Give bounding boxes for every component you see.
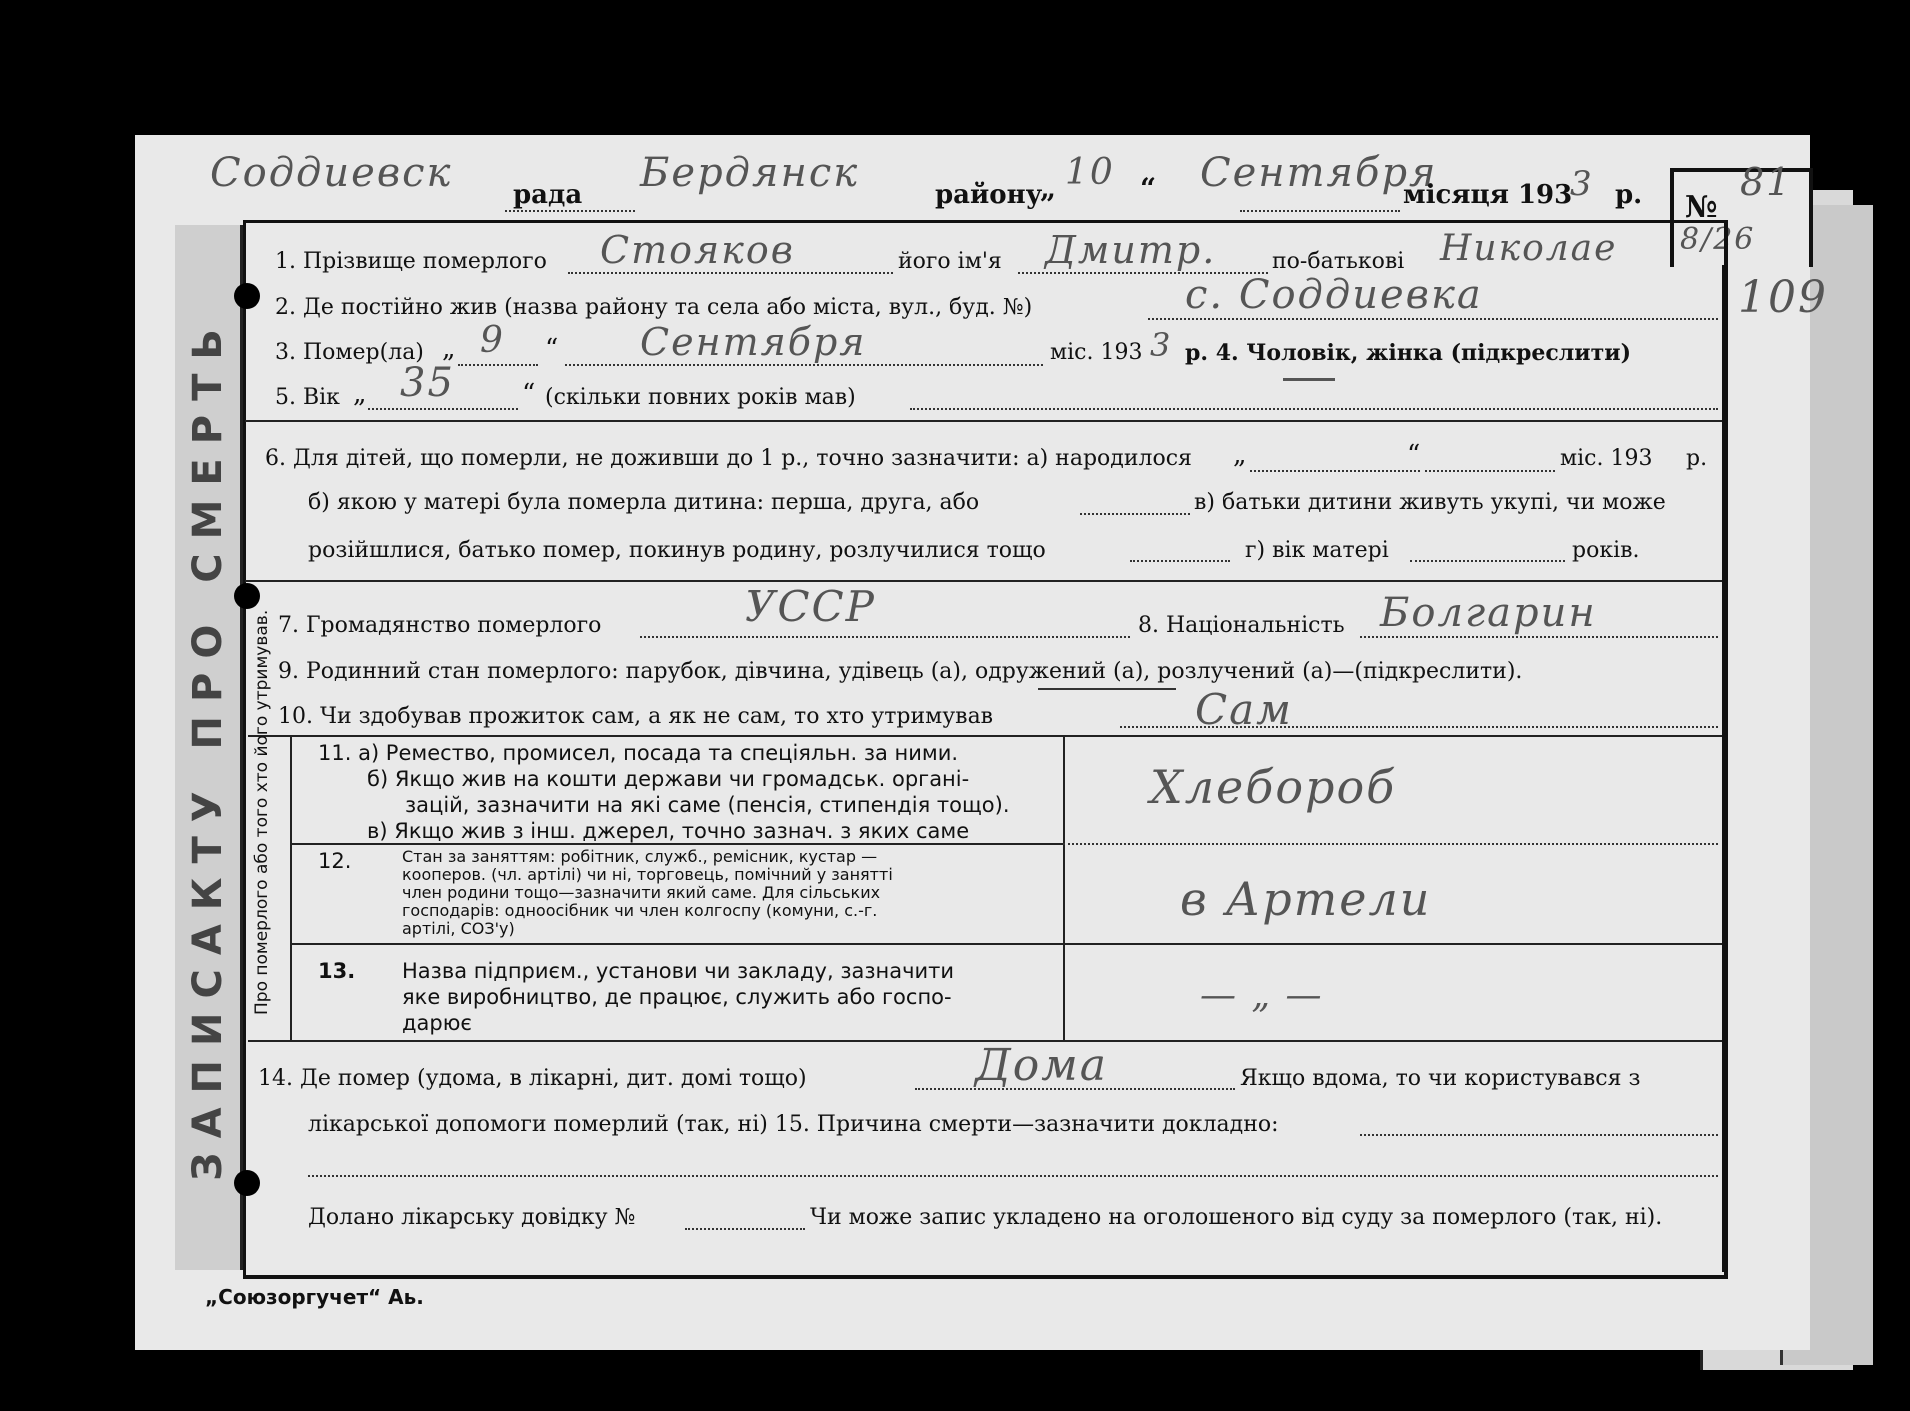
side-banner-text: ЗАПИСАКТУ ПРО СМЕРТЬ xyxy=(184,314,231,1181)
f6-line2a: б) якою у матері була померла дитина: перша, друга, або xyxy=(308,490,980,515)
right-divider xyxy=(1722,265,1726,1272)
f8-line xyxy=(1360,636,1718,638)
f15-label: лікарської допомоги померлий (так, ні) 15. Причина смерти—зазначити докладно: xyxy=(308,1112,1279,1137)
divider-3 xyxy=(248,735,1722,737)
f6-line3a: розійшлися, батько помер, покинув родину, розлучилися тощо xyxy=(308,538,1046,563)
f5-tail-line xyxy=(910,408,1718,410)
f11-a: 11. а) Ремество, промисел, посада та спеціяльн. за ними. xyxy=(318,741,959,765)
f6-month-line xyxy=(1425,470,1555,472)
f2-line xyxy=(1148,318,1718,320)
f3-year-digit: 3 xyxy=(1150,326,1173,364)
f12-l5: артілі, СОЗ'у) xyxy=(402,919,515,938)
f1-patronymic-label: по-батькові xyxy=(1272,249,1405,274)
f2-value: с. Соддиевка xyxy=(1185,272,1483,318)
f5-note: (скільки повних років мав) xyxy=(545,385,856,410)
f6-line3c: років. xyxy=(1572,538,1640,563)
attach-line xyxy=(685,1228,805,1230)
f3-year-label: міс. 193 xyxy=(1050,340,1143,365)
f5-close-quote: “ xyxy=(522,379,536,409)
f11-b1: б) Якщо жив на кошти держави чи громадськ. органі- xyxy=(367,767,970,791)
f1-value: Стояков xyxy=(600,228,795,272)
f3-open-quote: „ xyxy=(442,334,456,364)
f3-day-line xyxy=(458,364,538,366)
label-rayon: району xyxy=(935,180,1043,210)
f7-value: УССР xyxy=(745,582,876,631)
f3-month: Сентября xyxy=(640,320,867,364)
f6-status-line xyxy=(1130,560,1230,562)
f5-label: 5. Вік xyxy=(275,385,340,410)
punch-hole-1 xyxy=(234,283,260,309)
f6-line1: 6. Для дітей, що померли, не доживши до 1 р., точно зазначити: а) народилося xyxy=(265,446,1192,471)
f6-age-line xyxy=(1410,560,1565,562)
f12-value: в Артели xyxy=(1180,872,1432,926)
f11-value: Хлебороб xyxy=(1150,760,1397,814)
hw-number-3: 109 xyxy=(1738,272,1828,323)
divider-1 xyxy=(245,420,1722,422)
block-mid-divider xyxy=(1063,735,1065,1040)
f1-name-label: його ім'я xyxy=(898,249,1002,274)
f12-l2: кооперов. (чл. артілі) чи ні, торговець, помічний у занятті xyxy=(402,865,893,884)
f1-line xyxy=(568,272,893,274)
f13-num: 13. xyxy=(318,959,356,983)
f7-label: 7. Громадянство померлого xyxy=(278,613,602,638)
label-month-year: місяця 193 xyxy=(1403,180,1573,210)
hw-rada: Соддиевск xyxy=(210,150,453,196)
divider-2 xyxy=(245,580,1722,582)
label-rada: рада xyxy=(513,180,583,210)
rotated-label: Про померлого або того хто його утримував. xyxy=(252,609,272,1015)
f12-l1: Стан за заняттям: робітник, служб., ремісник, кустар — xyxy=(402,847,878,866)
hw-month: Сентября xyxy=(1200,150,1438,196)
block-dots-a xyxy=(1063,843,1718,845)
printer-mark: „Союзоргучет“ Аь. xyxy=(205,1285,424,1309)
f11-b2: зацій, зазначити на які саме (пенсія, стипендія тощо). xyxy=(405,793,1010,817)
f9-label: 9. Родинний стан померлого: парубок, дівчина, удівець (а), одружений (а), розлучений (а)—(підкреслити). xyxy=(278,659,1523,684)
f11-c: в) Якщо жив з інш. джерел, точно зазнач. з яких саме xyxy=(367,819,970,843)
side-banner xyxy=(175,225,243,1270)
f8-value: Болгарин xyxy=(1380,590,1597,636)
hw-year-digit: 3 xyxy=(1570,164,1594,204)
f15-line xyxy=(1360,1134,1718,1136)
f6-line1-r: р. xyxy=(1686,446,1708,471)
f5-line xyxy=(368,408,518,410)
f1-patronymic-value: Николае xyxy=(1440,228,1618,269)
f6-line1-open: „ xyxy=(1233,440,1247,470)
attach-label: Долано лікарську довідку № xyxy=(308,1205,636,1230)
f4-underline-man xyxy=(1283,378,1335,381)
punch-hole-2 xyxy=(234,583,260,609)
f1-name-value: Дмитр. xyxy=(1045,228,1217,272)
hw-number-2: 8/26 xyxy=(1680,222,1756,257)
f6-order-line xyxy=(1080,513,1190,515)
block-divider-b xyxy=(290,943,1722,945)
hw-rayon: Бердянск xyxy=(640,150,860,196)
f13-l3: дарює xyxy=(402,1011,472,1035)
f6-date-line xyxy=(1250,470,1420,472)
block-left-divider xyxy=(290,735,292,1040)
underline-rada xyxy=(505,210,635,212)
f14-label: 14. Де помер (удома, в лікарні, дит. домі тощо) xyxy=(258,1066,807,1091)
f3-close-quote: “ xyxy=(545,334,559,364)
attach-tail: Чи може запис укладено на оголошеного від суду за померлого (так, ні). xyxy=(810,1205,1663,1230)
f6-line1-end: міс. 193 xyxy=(1560,446,1653,471)
hw-day: 10 xyxy=(1065,152,1115,193)
f3-day: 9 xyxy=(480,320,505,361)
f15-line-2 xyxy=(308,1175,1718,1177)
f3-label: 3. Помер(ла) xyxy=(275,340,424,365)
f10-label: 10. Чи здобував прожиток сам, а як не сам, то хто утримував xyxy=(278,704,994,729)
hw-number: 81 xyxy=(1740,160,1793,204)
label-r: р. xyxy=(1615,180,1643,210)
f12-l4: господарів: одноосібник чи член колгоспу (комуни, с.-г. xyxy=(402,901,878,920)
f8-label: 8. Національність xyxy=(1138,613,1345,638)
f6-line1-close: “ xyxy=(1407,440,1421,470)
f14-value: Дома xyxy=(975,1040,1108,1091)
day-open-quote: „ xyxy=(1040,172,1057,205)
f9-underline-married xyxy=(1038,688,1176,690)
f6-line3b: г) вік матері xyxy=(1245,538,1389,563)
f5-open-quote: „ xyxy=(353,379,367,409)
f1-label: 1. Прізвище померлого xyxy=(275,249,547,274)
f12-num: 12. xyxy=(318,849,352,873)
f4-label: р. 4. Чоловік, жінка (підкреслити) xyxy=(1185,340,1631,366)
f2-label: 2. Де постійно жив (назва району та села або міста, вул., буд. №) xyxy=(275,295,1033,320)
f3-month-line xyxy=(565,364,1043,366)
f13-l1: Назва підприєм., установи чи закладу, зазначити xyxy=(402,959,955,983)
f5-value: 35 xyxy=(400,360,455,406)
punch-hole-3 xyxy=(234,1170,260,1196)
label-no: № xyxy=(1685,190,1718,225)
f12-l3: член родини тощо—зазначити який саме. Для сільських xyxy=(402,883,881,902)
f14-tail: Якщо вдома, то чи користувався з xyxy=(1240,1066,1641,1091)
f7-line xyxy=(640,636,1130,638)
day-close-quote: “ xyxy=(1140,172,1157,205)
f13-l2: яке виробництво, де працює, служить або госпо- xyxy=(402,985,952,1009)
f6-line2b: в) батьки дитини живуть укупі, чи може xyxy=(1194,490,1666,515)
underline-month xyxy=(1240,210,1400,212)
f13-value: — „ — xyxy=(1200,975,1324,1016)
f10-value: Сам xyxy=(1195,685,1293,734)
